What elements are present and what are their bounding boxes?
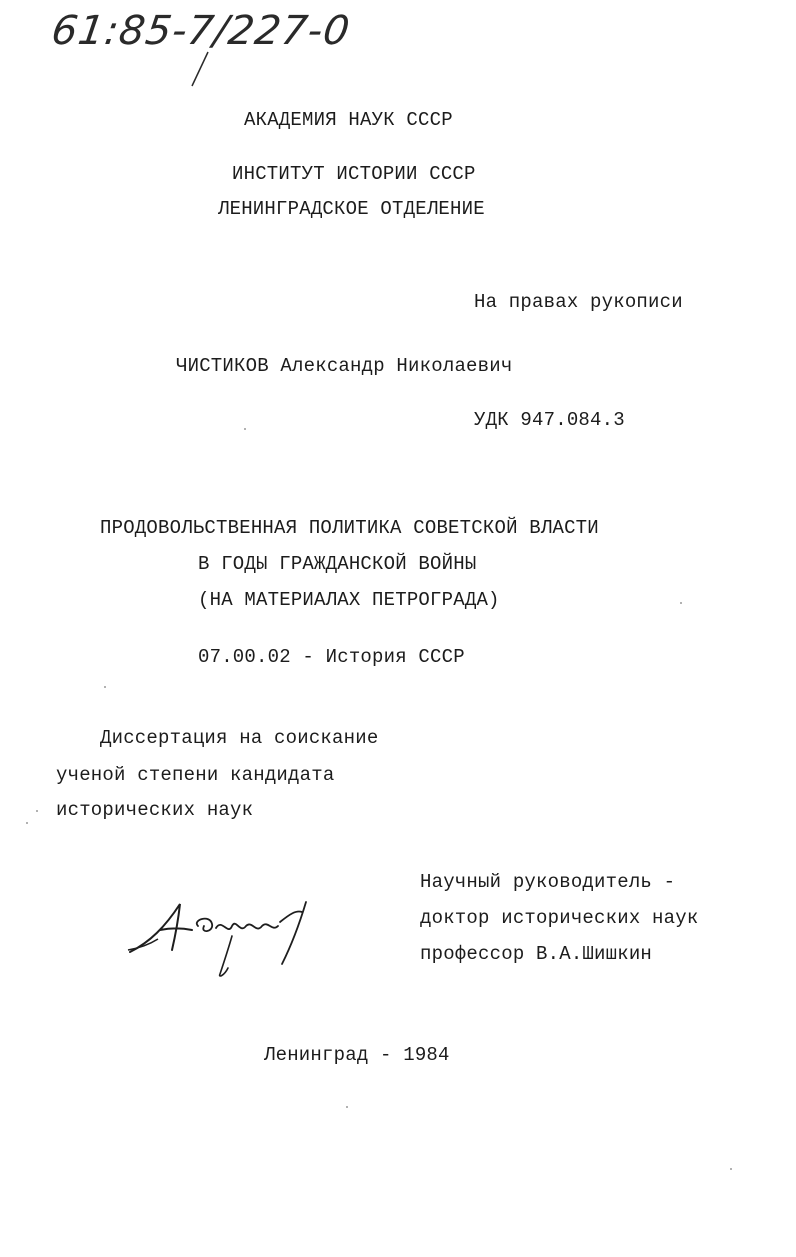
- degree-line-2: ученой степени кандидата: [56, 764, 335, 786]
- branch-heading: ЛЕНИНГРАДСКОЕ ОТДЕЛЕНИЕ: [218, 198, 485, 220]
- title-line-1: ПРОДОВОЛЬСТВЕННАЯ ПОЛИТИКА СОВЕТСКОЙ ВЛАСТИ: [100, 517, 599, 539]
- paper-speck: [244, 428, 246, 430]
- degree-line-3: исторических наук: [56, 799, 254, 821]
- paper-speck: [36, 810, 38, 812]
- title-line-3: (НА МАТЕРИАЛАХ ПЕТРОГРАДА): [198, 589, 500, 611]
- handwritten-signature-icon: [120, 892, 340, 982]
- author-name: ЧИСТИКОВ Александр Николаевич: [176, 355, 513, 377]
- academy-heading: АКАДЕМИЯ НАУК СССР: [244, 109, 453, 131]
- manuscript-note: На правах рукописи: [474, 291, 683, 313]
- specialty-code: 07.00.02 - История СССР: [198, 646, 465, 668]
- handwritten-slash-stroke-icon: [186, 50, 216, 90]
- degree-line-1: Диссертация на соискание: [100, 727, 379, 749]
- paper-speck: [26, 822, 28, 824]
- supervisor-line-2: доктор исторических наук: [420, 907, 699, 929]
- paper-speck: [104, 686, 106, 688]
- institute-heading: ИНСТИТУТ ИСТОРИИ СССР: [232, 163, 476, 185]
- paper-speck: [730, 1168, 732, 1170]
- paper-speck: [680, 602, 682, 604]
- udc-code: УДК 947.084.3: [474, 409, 625, 431]
- supervisor-line-1: Научный руководитель -: [420, 871, 676, 893]
- supervisor-line-3: профессор В.А.Шишкин: [420, 943, 653, 965]
- paper-speck: [346, 1106, 348, 1108]
- title-line-2: В ГОДЫ ГРАЖДАНСКОЙ ВОЙНЫ: [198, 553, 477, 575]
- city-year-footer: Ленинград - 1984: [264, 1044, 450, 1066]
- archive-code-handwritten: 61:85-7/227-0: [48, 8, 354, 54]
